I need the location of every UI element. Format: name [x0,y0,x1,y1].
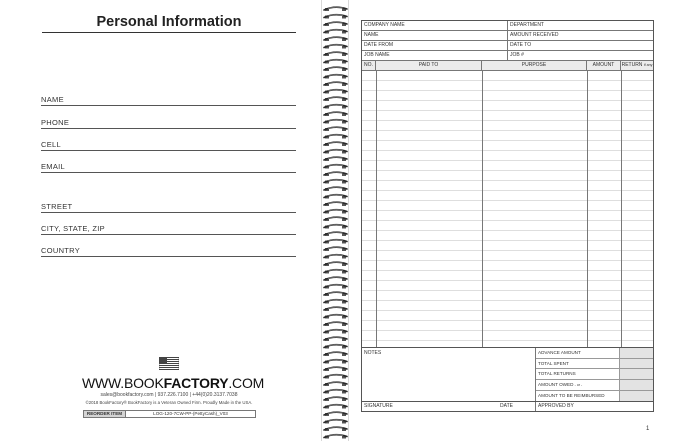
page-number: 1 [646,426,650,432]
contact-line: sales@bookfactory.com | 937.226.7100 | +44(0)20.3137.7038 [100,392,238,398]
signature-row [362,401,653,411]
header-row-job [362,51,653,61]
total-spent-row [536,359,653,370]
total-returns-label: TOTAL RETURNS [538,371,576,377]
col-divider [376,71,377,347]
name-field[interactable]: NAME [362,31,508,40]
brand-url [82,375,265,391]
cell-field-label: CELL [41,140,61,149]
phone-field-label: PHONE [41,118,70,127]
log-table-header [362,61,653,71]
col-amount: AMOUNT [587,61,621,70]
approved-by-field[interactable]: APPROVED BY [538,403,574,409]
title-rule [42,32,296,33]
company-name-field[interactable]: COMPANY NAME [362,21,508,30]
advance-amount-row [536,348,653,359]
col-divider [482,71,483,347]
reorder-item-code: LOG-120-7CW-PP-(PettyCash)_V03 [153,411,228,416]
name-field-label: NAME [41,95,64,104]
col-no: NO. [362,61,376,70]
petty-cash-log-form [361,20,654,412]
brand-url-bold: FACTORY [163,375,229,391]
total-returns-row [536,369,653,380]
totals-box [536,348,653,401]
copyright-line: ©2018 BookFactory® BookFactory is a Veteran Owned Firm. Proudly Made in the USA. [85,400,253,405]
col-return [621,61,653,70]
col-return-sub: if any [643,63,653,67]
summary-section [362,347,653,401]
amount-received-field[interactable]: AMOUNT RECEIVED [510,32,559,38]
signature-field[interactable]: SIGNATURE [364,403,393,409]
log-table [362,61,653,347]
brand-url-prefix: WWW.BOOK [82,375,164,391]
header-row-dates [362,41,653,51]
date-from-field[interactable]: DATE FROM [362,41,508,50]
col-purpose: PURPOSE [482,61,587,70]
notes-label: NOTES [364,350,382,356]
city-state-zip-field-label: CITY, STATE, ZIP [41,224,105,233]
col-divider [587,71,588,347]
advance-amount-label: ADVANCE AMOUNT [538,350,581,355]
city-state-zip-field[interactable] [41,222,296,235]
col-divider [621,71,622,347]
phone-field[interactable] [41,116,296,129]
amount-owed-label: AMOUNT OWED [538,381,574,387]
email-field[interactable] [41,160,296,173]
reimbursed-value[interactable] [619,391,653,401]
page-title: Personal Information [96,14,242,30]
col-return-label: RETURN [621,62,643,68]
reimbursed-row [536,391,653,401]
left-page [0,0,322,441]
date-to-field[interactable]: DATE TO [510,42,532,48]
job-number-field[interactable]: JOB # [510,52,524,58]
col-paid-to: PAID TO [376,61,482,70]
us-flag-icon [159,357,179,370]
date-field[interactable]: DATE [498,402,536,411]
name-field[interactable] [41,93,296,106]
street-field-label: STREET [41,202,73,211]
reorder-item-box [83,410,256,418]
cell-field[interactable] [41,138,296,151]
brand-url-suffix: .COM [228,375,265,391]
reorder-item-label: REORDER ITEM [84,411,126,417]
reimbursed-label: AMOUNT TO BE REIMBURSED [538,393,605,399]
amount-owed-row [536,380,653,392]
street-field[interactable] [41,200,296,213]
header-row-company [362,21,653,31]
amount-owed-label-wrap [536,380,619,391]
total-spent-value[interactable] [619,359,653,369]
advance-amount-value[interactable] [619,348,653,358]
spiral-binding [318,0,352,441]
header-row-name [362,31,653,41]
country-field[interactable] [41,244,296,257]
job-name-field[interactable]: JOB NAME [362,51,508,60]
email-field-label: EMAIL [41,162,66,171]
log-table-rows[interactable] [362,71,653,347]
notes-box[interactable] [362,348,536,401]
or-label: - or - [574,382,583,387]
total-spent-label: TOTAL SPENT [538,360,569,366]
department-field[interactable]: DEPARTMENT [510,22,544,28]
country-field-label: COUNTRY [41,246,81,255]
amount-owed-value[interactable] [619,380,653,391]
total-returns-value[interactable] [619,369,653,379]
